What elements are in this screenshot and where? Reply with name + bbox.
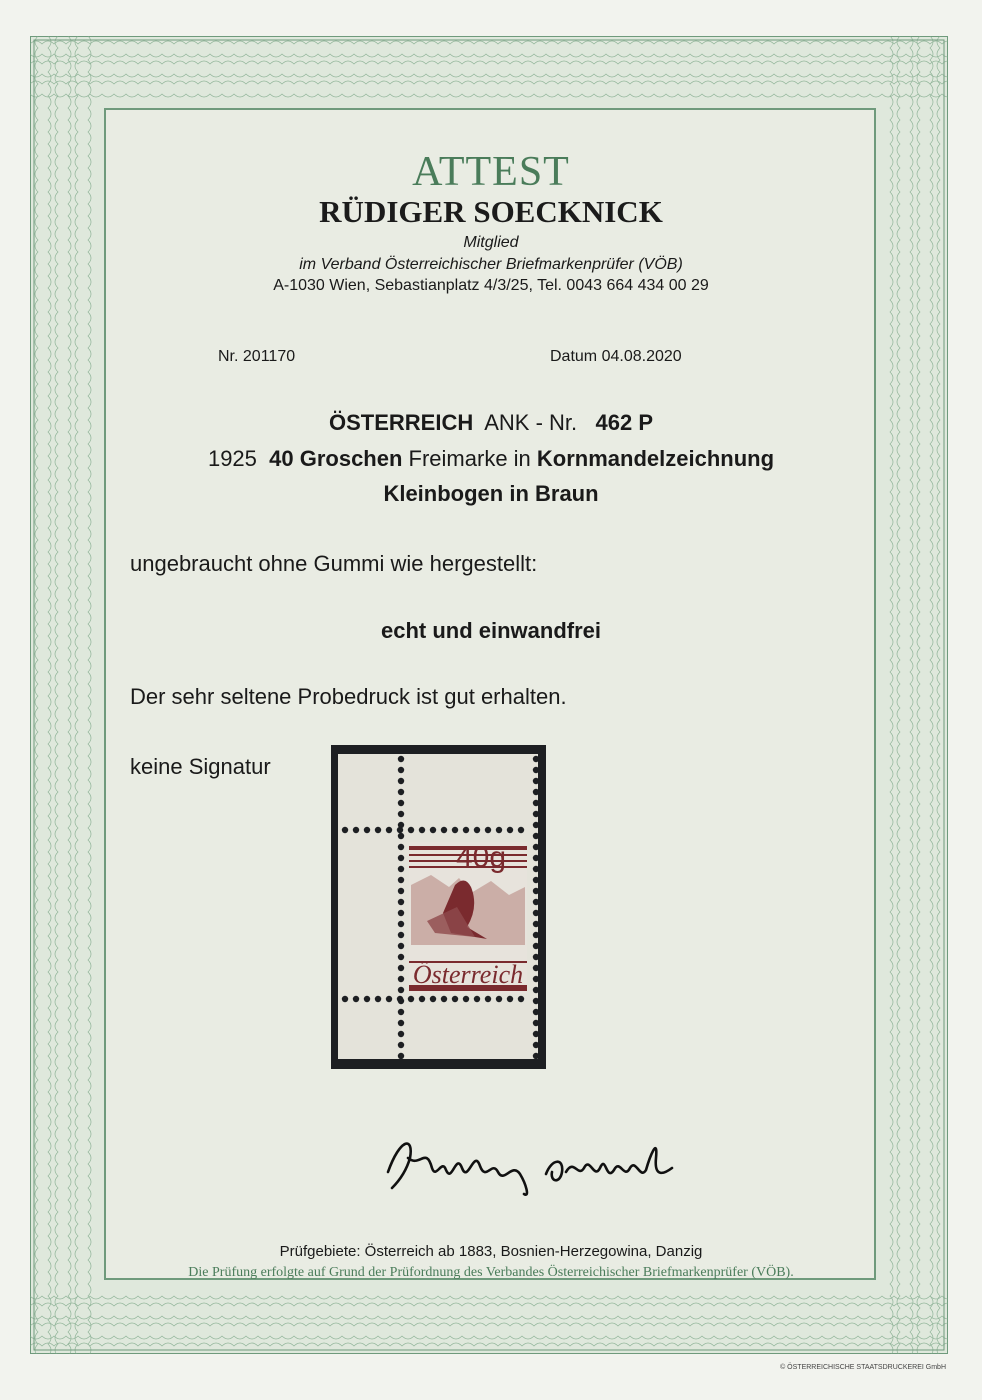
datum-label: Datum (550, 348, 598, 365)
country: ÖSTERREICH (328, 410, 474, 435)
signature-note: keine Signatur (130, 754, 271, 779)
year: 1925 (207, 446, 257, 471)
stamp-image (331, 745, 546, 1069)
printer-credit: © ÖSTERREICHISCHE STAATSDRUCKEREI GmbH (780, 1364, 946, 1371)
certificate-date (550, 348, 682, 366)
stamp-country: Österreich (412, 960, 524, 989)
datum-value: 04.08.2020 (601, 348, 682, 365)
certificate-number (218, 348, 295, 366)
nr-label: Nr. (218, 348, 239, 365)
condition-text: ungebraucht ohne Gummi wie hergestellt: (130, 551, 538, 576)
verdict-text: echt und einwandfrei (380, 618, 602, 643)
test-areas: Prüfgebiete: Österreich ab 1883, Bosnien-Herzegowina, Danzig (279, 1243, 703, 1260)
regulation-note: Die Prüfung erfolgte auf Grund der Prüfordnung des Verbandes Österreichischer Briefmarkenprüfer (VÖB). (188, 1265, 794, 1280)
association-text: im Verband Österreichischer Briefmarkenprüfer (VÖB) (299, 256, 683, 273)
denomination: 40 Groschen (269, 446, 403, 471)
stamp-description (0, 446, 982, 472)
certificate-title: ATTEST (412, 149, 570, 195)
remark-text: Der sehr seltene Probedruck ist gut erhalten. (130, 684, 567, 709)
catalog-label: ANK - Nr. (484, 410, 578, 435)
expert-name: RÜDIGER SOECKNICK (319, 194, 663, 229)
stamp-photo (331, 745, 546, 1069)
stamp-value: 40g (455, 841, 507, 874)
member-label: Mitglied (463, 234, 519, 251)
design: Kornmandelzeichnung (536, 446, 775, 471)
nr-value: 201170 (242, 348, 296, 365)
address-text: A-1030 Wien, Sebastianplatz 4/3/25, Tel. 0043 664 434 00 29 (273, 277, 709, 294)
handwritten-signature (380, 1128, 680, 1198)
stamp-format: Kleinbogen in Braun (383, 481, 599, 506)
stamp-identification (0, 410, 982, 436)
catalog-number: 462 P (595, 410, 653, 435)
type-text: Freimarke in (408, 446, 531, 471)
